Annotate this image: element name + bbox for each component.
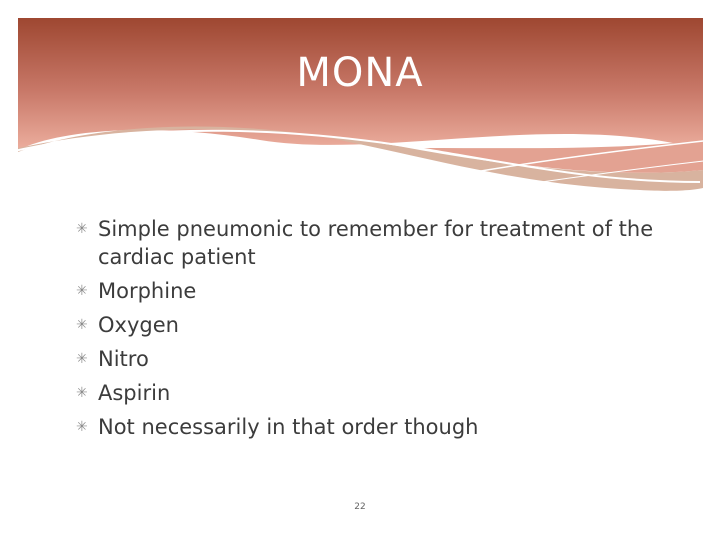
header-banner xyxy=(0,0,720,200)
asterisk-bullet-icon: ✳ xyxy=(76,385,88,401)
slide-title: MONA xyxy=(296,50,424,96)
asterisk-bullet-icon: ✳ xyxy=(76,351,88,367)
asterisk-bullet-icon: ✳ xyxy=(76,317,88,333)
bullet-item xyxy=(76,413,676,441)
page-number: 22 xyxy=(354,502,366,512)
bullet-text: Not necessarily in that order though xyxy=(98,415,479,439)
bullet-text: Morphine xyxy=(98,279,197,303)
bullet-item xyxy=(76,277,676,305)
bullet-item xyxy=(76,311,676,339)
bullet-item xyxy=(76,215,676,271)
bullet-text: Oxygen xyxy=(98,313,179,337)
bullet-list xyxy=(76,215,676,447)
asterisk-bullet-icon: ✳ xyxy=(76,221,88,237)
bullet-text: Nitro xyxy=(98,347,149,371)
bullet-text: Simple pneumonic to remember for treatment of the cardiac patient xyxy=(98,217,654,269)
bullet-text: Aspirin xyxy=(98,381,171,405)
bullet-item xyxy=(76,379,676,407)
asterisk-bullet-icon: ✳ xyxy=(76,419,88,435)
asterisk-bullet-icon: ✳ xyxy=(76,283,88,299)
bullet-item xyxy=(76,345,676,373)
